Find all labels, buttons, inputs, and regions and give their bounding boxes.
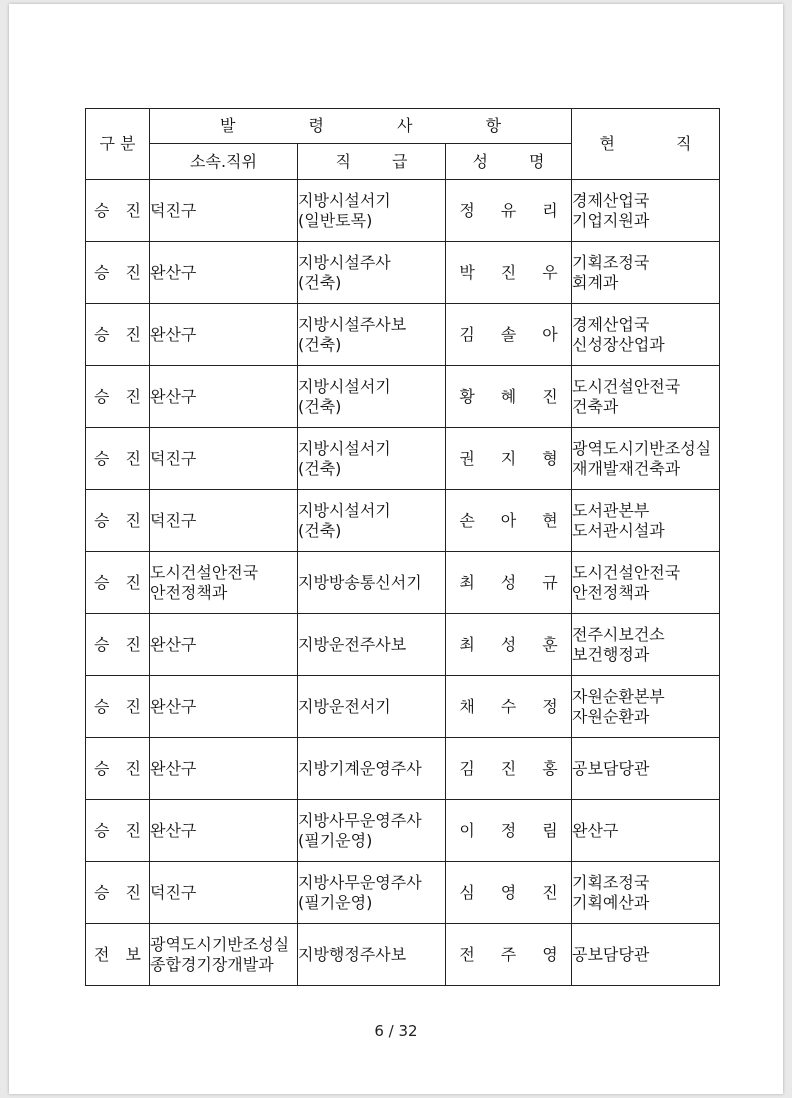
cell-type bbox=[86, 366, 157, 428]
cell-dept-line: 덕진구 bbox=[150, 510, 197, 530]
cell-type bbox=[86, 614, 157, 676]
table-row bbox=[86, 800, 720, 862]
cell-name bbox=[446, 862, 584, 924]
type-text: 승진 bbox=[94, 634, 157, 654]
table-row bbox=[86, 676, 720, 738]
cell-dept-line: 종합경기장개발과 bbox=[150, 954, 274, 974]
cell-dept bbox=[150, 676, 298, 738]
name-text: 정유리 bbox=[459, 200, 584, 220]
cell-current bbox=[572, 304, 720, 366]
cell-grade bbox=[298, 862, 446, 924]
cell-current bbox=[572, 180, 720, 242]
table-row bbox=[86, 180, 720, 242]
type-text: 승진 bbox=[94, 820, 157, 840]
table-row bbox=[86, 614, 720, 676]
cell-current bbox=[572, 242, 720, 304]
name-text: 이정림 bbox=[459, 820, 584, 840]
cell-current-line: 자원순환과 bbox=[572, 706, 650, 726]
cell-current-line: 공보담당관 bbox=[572, 758, 650, 778]
cell-current bbox=[572, 800, 720, 862]
name-text: 손아현 bbox=[459, 510, 584, 530]
cell-type bbox=[86, 676, 157, 738]
cell-current-line: 기획예산과 bbox=[572, 892, 650, 912]
type-text: 승진 bbox=[94, 696, 157, 716]
cell-dept-line: 완산구 bbox=[150, 758, 197, 778]
type-text: 승진 bbox=[94, 448, 157, 468]
cell-grade bbox=[298, 614, 446, 676]
table-row bbox=[86, 862, 720, 924]
table-row bbox=[86, 738, 720, 800]
cell-current-line: 기획조정국 bbox=[572, 252, 650, 272]
cell-grade bbox=[298, 180, 446, 242]
cell-current-line: 도시건설안전국 bbox=[572, 562, 681, 582]
page-number: 6 / 32 bbox=[374, 1022, 418, 1040]
document-page bbox=[9, 4, 783, 1094]
type-text: 승진 bbox=[94, 262, 157, 282]
personnel-table bbox=[85, 108, 720, 986]
cell-current-line: 공보담당관 bbox=[572, 944, 650, 964]
cell-current bbox=[572, 614, 720, 676]
table-row bbox=[86, 366, 720, 428]
cell-grade bbox=[298, 242, 446, 304]
cell-dept-line: 덕진구 bbox=[150, 200, 197, 220]
cell-grade-line: 지방행정주사보 bbox=[298, 944, 407, 964]
cell-dept-line: 완산구 bbox=[150, 634, 197, 654]
cell-name bbox=[446, 552, 584, 614]
type-text: 승진 bbox=[94, 386, 157, 406]
cell-dept-line: 덕진구 bbox=[150, 882, 197, 902]
cell-name bbox=[446, 490, 584, 552]
type-text: 전보 bbox=[94, 944, 157, 964]
cell-type bbox=[86, 242, 157, 304]
cell-dept-line: 광역도시기반조성실 bbox=[150, 934, 290, 954]
cell-type bbox=[86, 738, 157, 800]
cell-name bbox=[446, 242, 584, 304]
cell-current-line: 도서관시설과 bbox=[572, 520, 665, 540]
cell-grade bbox=[298, 490, 446, 552]
cell-current bbox=[572, 924, 720, 986]
cell-current-line: 건축과 bbox=[572, 396, 619, 416]
cell-dept bbox=[150, 366, 298, 428]
cell-dept bbox=[150, 490, 298, 552]
header-grade: 직 급 bbox=[298, 144, 446, 180]
cell-grade-line: (건축) bbox=[298, 334, 342, 354]
cell-type bbox=[86, 862, 157, 924]
cell-type bbox=[86, 552, 157, 614]
cell-dept bbox=[150, 180, 298, 242]
cell-current-line: 재개발재건축과 bbox=[572, 458, 681, 478]
cell-current-line: 안전정책과 bbox=[572, 582, 650, 602]
cell-grade-line: 지방방송통신서기 bbox=[298, 572, 422, 592]
name-text: 김솔아 bbox=[459, 324, 584, 344]
cell-name bbox=[446, 924, 584, 986]
cell-name bbox=[446, 800, 584, 862]
cell-dept-line: 완산구 bbox=[150, 820, 197, 840]
cell-name bbox=[446, 738, 584, 800]
cell-grade-line: (필기운영) bbox=[298, 830, 373, 850]
cell-current bbox=[572, 738, 720, 800]
cell-current-line: 보건행정과 bbox=[572, 644, 650, 664]
cell-type bbox=[86, 428, 157, 490]
cell-current-line: 전주시보건소 bbox=[572, 624, 665, 644]
cell-type bbox=[86, 490, 157, 552]
name-text: 김진홍 bbox=[459, 758, 584, 778]
cell-dept bbox=[150, 552, 298, 614]
header-current: 현 직 bbox=[572, 109, 720, 180]
cell-grade bbox=[298, 552, 446, 614]
name-text: 채수정 bbox=[459, 696, 584, 716]
name-text: 심영진 bbox=[459, 882, 584, 902]
cell-type bbox=[86, 924, 157, 986]
cell-current-line: 완산구 bbox=[572, 820, 619, 840]
table-row bbox=[86, 304, 720, 366]
cell-current bbox=[572, 862, 720, 924]
cell-dept bbox=[150, 924, 298, 986]
cell-grade-line: 지방시설주사 bbox=[298, 252, 391, 272]
cell-dept-line: 덕진구 bbox=[150, 448, 197, 468]
cell-type bbox=[86, 304, 157, 366]
cell-grade bbox=[298, 738, 446, 800]
cell-name bbox=[446, 366, 584, 428]
cell-grade bbox=[298, 676, 446, 738]
cell-current-line: 도서관본부 bbox=[572, 500, 650, 520]
type-text: 승진 bbox=[94, 200, 157, 220]
name-text: 권지형 bbox=[459, 448, 584, 468]
cell-dept-line: 완산구 bbox=[150, 696, 197, 716]
cell-grade-line: 지방사무운영주사 bbox=[298, 810, 422, 830]
cell-dept bbox=[150, 862, 298, 924]
header-dept: 소속.직위 bbox=[150, 144, 298, 180]
type-text: 승진 bbox=[94, 510, 157, 530]
header-gubun: 구 분 bbox=[86, 109, 150, 180]
cell-current-line: 신성장산업과 bbox=[572, 334, 665, 354]
cell-grade bbox=[298, 428, 446, 490]
table-row bbox=[86, 428, 720, 490]
name-text: 박진우 bbox=[459, 262, 584, 282]
cell-grade-line: 지방시설서기 bbox=[298, 190, 391, 210]
cell-type bbox=[86, 800, 157, 862]
cell-current bbox=[572, 366, 720, 428]
cell-grade-line: 지방시설서기 bbox=[298, 438, 391, 458]
cell-dept bbox=[150, 738, 298, 800]
cell-dept-line: 안전정책과 bbox=[150, 582, 228, 602]
cell-grade-line: (건축) bbox=[298, 458, 342, 478]
cell-current bbox=[572, 490, 720, 552]
cell-current-line: 기업지원과 bbox=[572, 210, 650, 230]
type-text: 승진 bbox=[94, 882, 157, 902]
cell-grade-line: 지방운전서기 bbox=[298, 696, 391, 716]
cell-grade bbox=[298, 924, 446, 986]
name-text: 최성훈 bbox=[459, 634, 584, 654]
cell-dept-line: 완산구 bbox=[150, 324, 197, 344]
cell-name bbox=[446, 428, 584, 490]
cell-grade-line: 지방운전주사보 bbox=[298, 634, 407, 654]
cell-dept bbox=[150, 304, 298, 366]
name-text: 전주영 bbox=[459, 944, 584, 964]
cell-dept bbox=[150, 428, 298, 490]
cell-grade-line: (일반토목) bbox=[298, 210, 373, 230]
cell-current-line: 기획조정국 bbox=[572, 872, 650, 892]
cell-grade-line: 지방시설서기 bbox=[298, 500, 391, 520]
cell-name bbox=[446, 676, 584, 738]
cell-current-line: 광역도시기반조성실 bbox=[572, 438, 712, 458]
table-row bbox=[86, 242, 720, 304]
header-row-1 bbox=[86, 109, 720, 144]
cell-type bbox=[86, 180, 157, 242]
cell-grade-line: (건축) bbox=[298, 272, 342, 292]
cell-current-line: 회계과 bbox=[572, 272, 619, 292]
cell-current-line: 자원순환본부 bbox=[572, 686, 665, 706]
name-text: 최성규 bbox=[459, 572, 584, 592]
name-text: 황혜진 bbox=[459, 386, 584, 406]
type-text: 승진 bbox=[94, 758, 157, 778]
type-text: 승진 bbox=[94, 324, 157, 344]
cell-current-line: 도시건설안전국 bbox=[572, 376, 681, 396]
header-order: 발 령 사 항 bbox=[150, 109, 572, 144]
table-row bbox=[86, 552, 720, 614]
cell-current-line: 경제산업국 bbox=[572, 190, 650, 210]
cell-current bbox=[572, 552, 720, 614]
cell-dept-line: 완산구 bbox=[150, 262, 197, 282]
cell-grade-line: (건축) bbox=[298, 396, 342, 416]
cell-grade-line: (필기운영) bbox=[298, 892, 373, 912]
cell-name bbox=[446, 614, 584, 676]
table-row bbox=[86, 924, 720, 986]
cell-grade bbox=[298, 800, 446, 862]
cell-dept-line: 도시건설안전국 bbox=[150, 562, 259, 582]
type-text: 승진 bbox=[94, 572, 157, 592]
cell-current-line: 경제산업국 bbox=[572, 314, 650, 334]
cell-dept bbox=[150, 242, 298, 304]
cell-grade-line: 지방시설주사보 bbox=[298, 314, 407, 334]
cell-current bbox=[572, 676, 720, 738]
cell-grade bbox=[298, 366, 446, 428]
cell-grade bbox=[298, 304, 446, 366]
table-row bbox=[86, 490, 720, 552]
cell-dept-line: 완산구 bbox=[150, 386, 197, 406]
cell-grade-line: 지방시설서기 bbox=[298, 376, 391, 396]
cell-name bbox=[446, 304, 584, 366]
cell-grade-line: 지방사무운영주사 bbox=[298, 872, 422, 892]
cell-grade-line: (건축) bbox=[298, 520, 342, 540]
cell-name bbox=[446, 180, 584, 242]
cell-dept bbox=[150, 800, 298, 862]
header-name: 성 명 bbox=[446, 144, 572, 180]
cell-current bbox=[572, 428, 720, 490]
cell-grade-line: 지방기계운영주사 bbox=[298, 758, 422, 778]
cell-dept bbox=[150, 614, 298, 676]
